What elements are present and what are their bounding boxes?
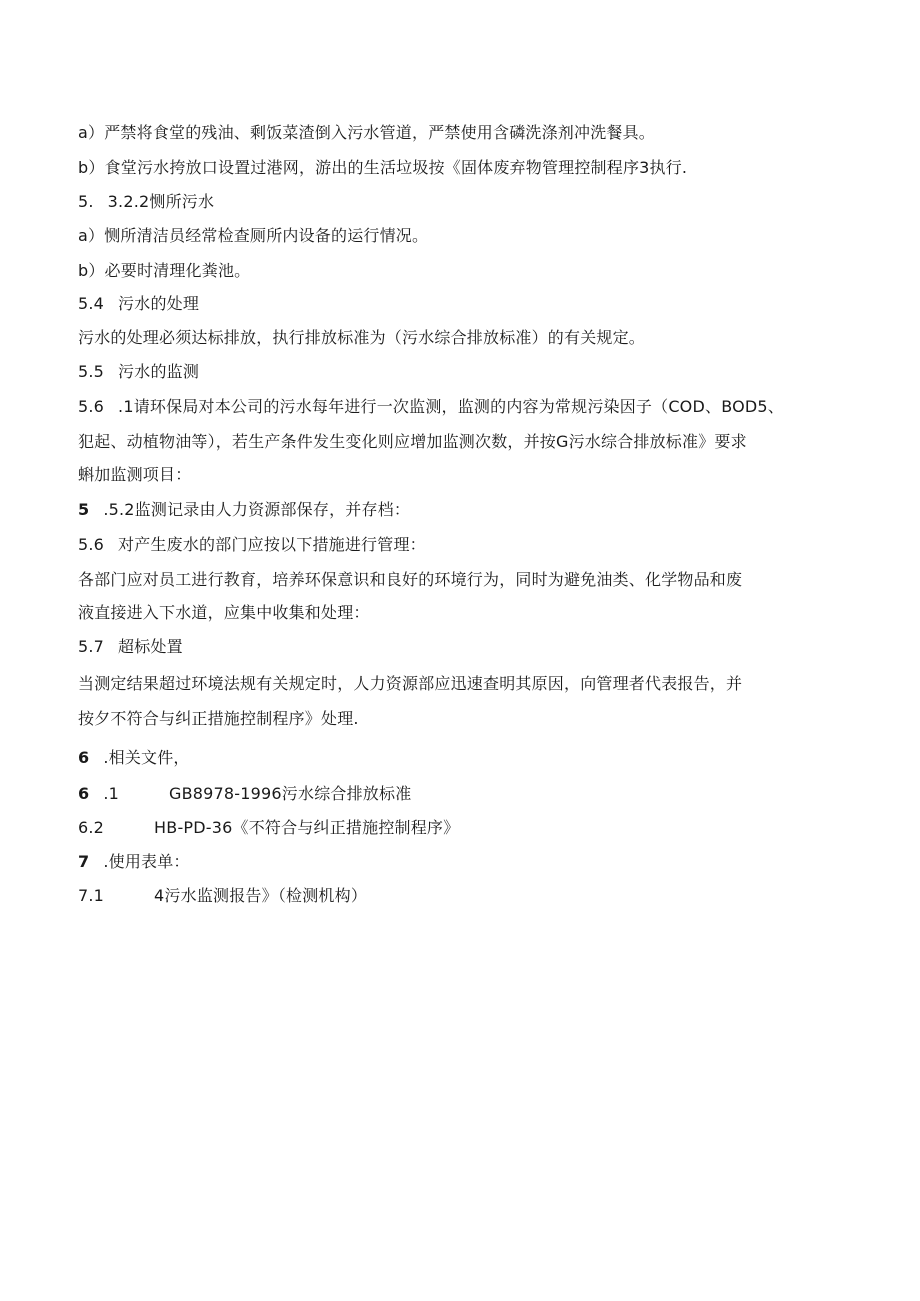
section-number: 7.1 bbox=[78, 886, 105, 905]
section-title: 污水的处理 bbox=[118, 294, 200, 313]
reference-title: GB8978-1996污水综合排放标准 bbox=[169, 784, 412, 803]
section-number: 5.6 bbox=[78, 397, 105, 416]
paragraph-line bbox=[78, 158, 687, 178]
text: a）恻所清洁员经常检查厕所内设备的运行情况。 bbox=[78, 226, 429, 245]
text: 犯起、动植物油等），若生产条件发生变化则应增加监测次数，并按G污水综合排放标准》要求 bbox=[78, 432, 747, 451]
section-number: 6 bbox=[78, 784, 90, 803]
form-item bbox=[78, 886, 367, 906]
form-title: 4污水监测报告》（检测机构） bbox=[154, 886, 368, 905]
text: .1请环保局对本公司的污水每年进行一次监测，监测的内容为常规污染因子（COD、BOD5、 bbox=[118, 397, 784, 416]
section-title: 3.2.2恻所污水 bbox=[107, 192, 215, 211]
section-heading bbox=[78, 535, 426, 555]
section-title: .相关文件， bbox=[103, 748, 190, 767]
paragraph-line bbox=[78, 397, 784, 417]
section-heading bbox=[78, 748, 190, 768]
section-heading bbox=[78, 294, 199, 314]
paragraph-line bbox=[78, 709, 359, 729]
text: b）食堂污水挎放口设置过港网，游出的生活垃圾按《固体废弃物管理控制程序3执行. bbox=[78, 158, 688, 177]
paragraph-line bbox=[78, 261, 250, 281]
text: 各部门应对员工进行教育，培养环保意识和良好的环境行为，同时为避免油类、化学物品和废 bbox=[78, 570, 743, 589]
section-title: 对产生废水的部门应按以下措施进行管理： bbox=[118, 535, 426, 554]
paragraph-line bbox=[78, 603, 370, 623]
reference-title: HB-PD-36《不符合与纠正措施控制程序》 bbox=[154, 818, 460, 837]
paragraph-line bbox=[78, 500, 410, 520]
text: 污水的处理必须达标排放，执行排放标准为（污水综合排放标准）的有关规定。 bbox=[78, 328, 646, 347]
text: .5.2监测记录由人力资源部保存，并存档： bbox=[103, 500, 411, 519]
section-number: 5 bbox=[78, 500, 90, 519]
section-heading bbox=[78, 852, 190, 872]
paragraph-line bbox=[78, 432, 747, 452]
section-number: 6 bbox=[78, 748, 90, 767]
paragraph-line bbox=[78, 328, 645, 348]
text: 蝌加监测项目： bbox=[78, 465, 192, 484]
section-subnumber: .1 bbox=[103, 784, 120, 803]
section-number: 5.4 bbox=[78, 294, 105, 313]
paragraph-line bbox=[78, 226, 428, 246]
section-heading bbox=[78, 362, 199, 382]
reference-item bbox=[78, 818, 459, 838]
paragraph-line bbox=[78, 570, 742, 590]
paragraph-line bbox=[78, 674, 742, 694]
text: 液直接进入下水道，应集中收集和处理： bbox=[78, 603, 370, 622]
text: 当测定结果超过环境法规有关规定时，人力资源部应迅速查明其原因，向管理者代表报告，并 bbox=[78, 674, 743, 693]
section-heading bbox=[78, 637, 183, 657]
text: 按夕不符合与纠正措施控制程序》处理. bbox=[78, 709, 359, 728]
text: b）必要时清理化粪池。 bbox=[78, 261, 251, 280]
section-title: .使用表单： bbox=[103, 852, 190, 871]
section-number: 5. bbox=[78, 192, 94, 211]
section-title: 污水的监测 bbox=[118, 362, 200, 381]
section-number: 7 bbox=[78, 852, 90, 871]
paragraph-line bbox=[78, 123, 655, 143]
section-number: 6.2 bbox=[78, 818, 105, 837]
text: a）严禁将食堂的残油、剩饭菜渣倒入污水管道，严禁使用含磷洗涤剂冲洗餐具。 bbox=[78, 123, 656, 142]
section-number: 5.6 bbox=[78, 535, 105, 554]
section-number: 5.5 bbox=[78, 362, 105, 381]
section-title: 超标处置 bbox=[118, 637, 183, 656]
reference-item bbox=[78, 784, 411, 804]
section-heading bbox=[78, 192, 214, 212]
section-number: 5.7 bbox=[78, 637, 105, 656]
paragraph-line bbox=[78, 465, 191, 485]
